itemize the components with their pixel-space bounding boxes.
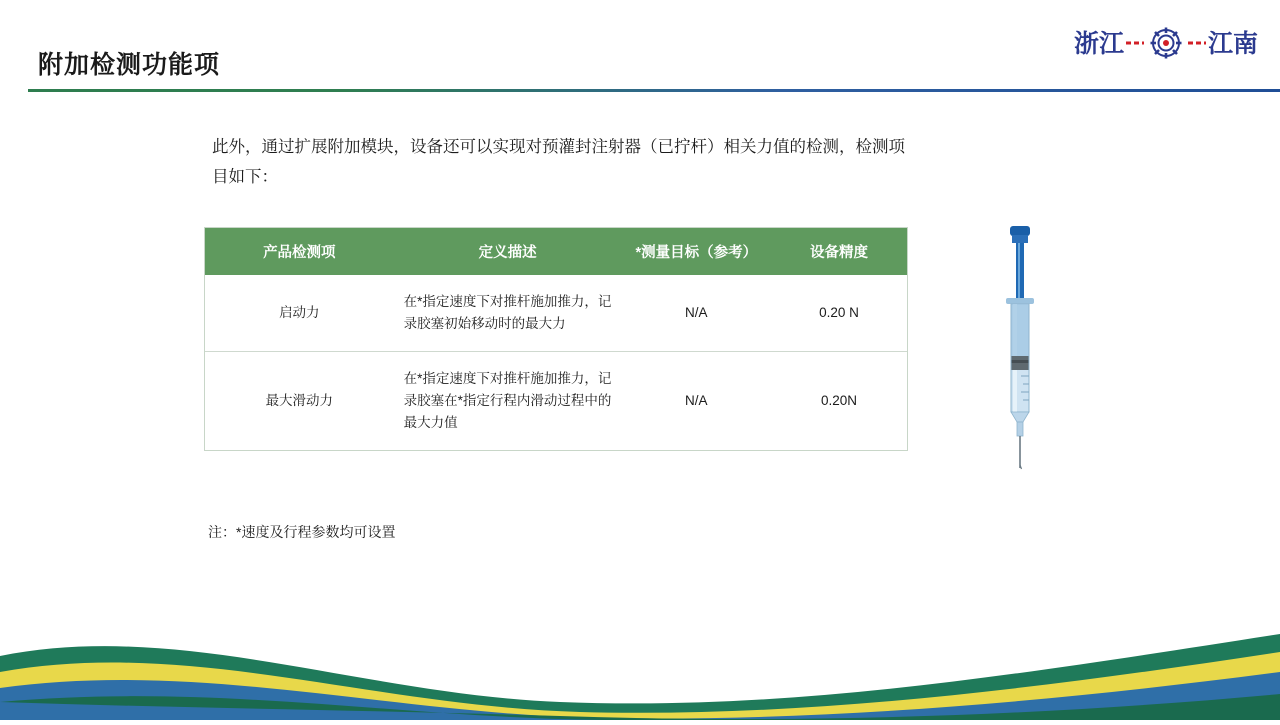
column-header-definition: 定义描述 xyxy=(394,228,622,275)
cell-goal: N/A xyxy=(622,275,771,352)
column-header-goal: *测量目标（参考） xyxy=(622,228,771,275)
logo-dash-right-icon xyxy=(1188,42,1206,45)
logo-text-right: 江南 xyxy=(1207,28,1258,58)
column-header-accuracy: 设备精度 xyxy=(771,228,907,275)
footer-decoration xyxy=(0,590,1280,720)
logo-dash-left-icon xyxy=(1126,42,1144,45)
gear-icon xyxy=(1128,21,1204,65)
table-row xyxy=(205,275,907,352)
cell-definition: 在*指定速度下对推杆施加推力，记录胶塞初始移动时的最大力 xyxy=(394,275,622,352)
spec-table xyxy=(204,227,908,451)
title-divider xyxy=(28,89,1280,92)
cell-goal: N/A xyxy=(685,393,708,408)
footnote: 注：*速度及行程参数均可设置 xyxy=(208,524,396,540)
column-header-item: 产品检测项 xyxy=(205,228,394,275)
table-row xyxy=(205,352,907,451)
cell-item: 最大滑动力 xyxy=(265,393,334,408)
cell-accuracy: 0.20N xyxy=(820,393,857,408)
cell-accuracy: 0.20 N xyxy=(771,275,907,352)
page-title: 附加检测功能项 xyxy=(38,51,221,79)
cell-definition: 在*指定速度下对推杆施加推力，记录胶塞在*指定行程内滑动过程中的最大力值 xyxy=(403,371,612,430)
prefilled-syringe-image xyxy=(990,222,1050,472)
cell-item: 启动力 xyxy=(205,275,394,352)
intro-paragraph: 此外，通过扩展附加模块，设备还可以实现对预灌封注射器（已拧杆）相关力值的检测，检测项目如下： xyxy=(212,138,905,186)
company-logo xyxy=(1068,18,1258,68)
table-header-row xyxy=(205,228,907,275)
logo-text-left: 浙江 xyxy=(1073,28,1124,58)
